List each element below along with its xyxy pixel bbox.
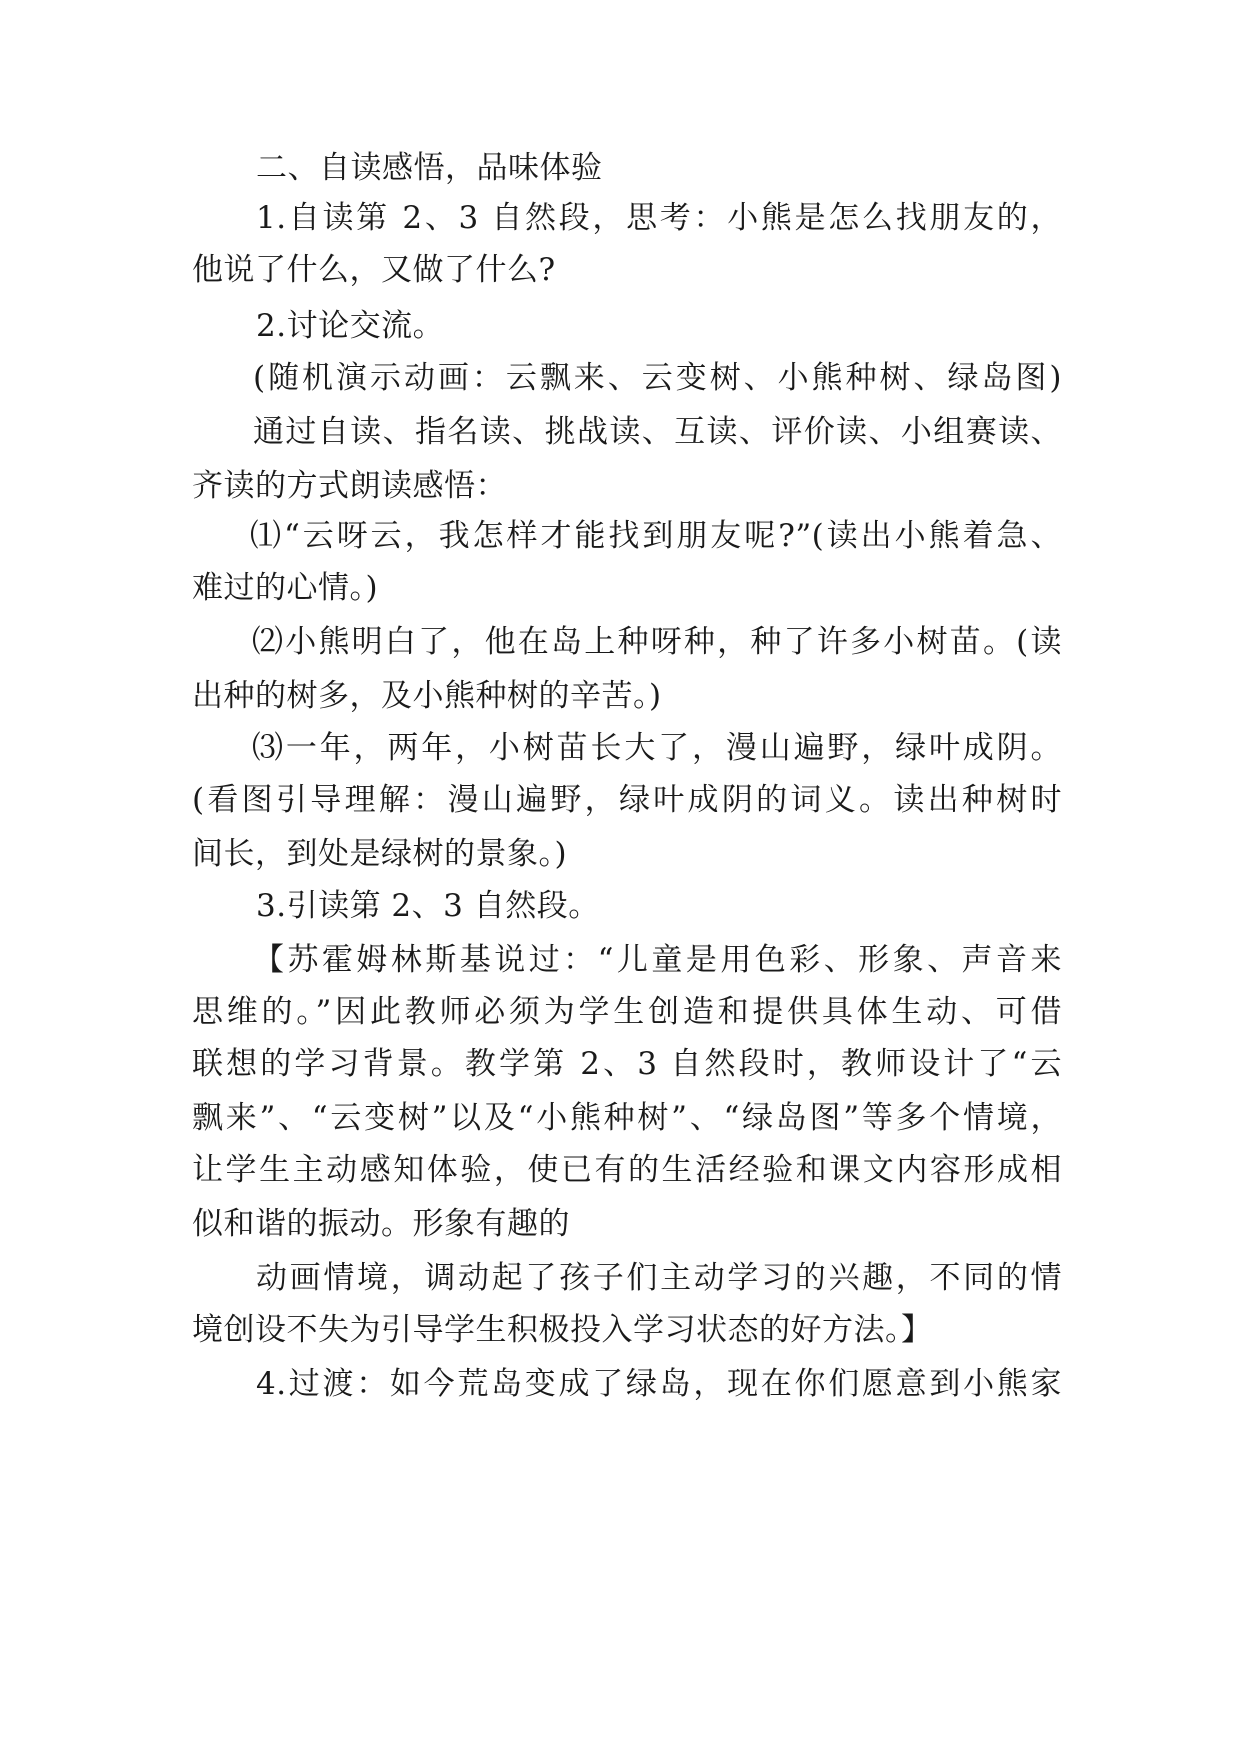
paragraph-line: ⑶一年，两年，小树苗长大了，漫山遍野，绿叶成阴。: [252, 730, 1062, 766]
paragraph-line: 飘来”、“云变树”以及“小熊种树”、“绿岛图”等多个情境，: [192, 1100, 1062, 1136]
paragraph-line: (看图引导理解：漫山遍野，绿叶成阴的词义。读出种树时: [192, 782, 1062, 818]
paragraph-line: 齐读的方式朗读感悟：: [192, 468, 507, 504]
paragraph-line: 难过的心情。): [192, 570, 379, 606]
paragraph-line: 1.自读第 2、3 自然段，思考：小熊是怎么找朋友的，: [256, 200, 1062, 236]
paragraph-line: 【苏霍姆林斯基说过：“儿童是用色彩、形象、声音来: [253, 942, 1062, 978]
paragraph-line: (随机演示动画：云飘来、云变树、小熊种树、绿岛图): [253, 360, 1062, 396]
paragraph-line: 通过自读、指名读、挑战读、互读、评价读、小组赛读、: [253, 414, 1062, 450]
paragraph-line: 思维的。”因此教师必须为学生创造和提供具体生动、可借: [192, 994, 1062, 1030]
paragraph-line: 动画情境，调动起了孩子们主动学习的兴趣，不同的情: [256, 1260, 1062, 1296]
paragraph-line: 联想的学习背景。教学第 2、3 自然段时，教师设计了“云: [192, 1046, 1062, 1082]
paragraph-line: 3.引读第 2、3 自然段。: [256, 888, 600, 924]
paragraph-line: 境创设不失为引导学生积极投入学习状态的好方法。】: [192, 1312, 933, 1348]
paragraph-line: ⑴“云呀云，我怎样才能找到朋友呢?”(读出小熊着急、: [250, 518, 1062, 554]
paragraph-line: 2.讨论交流。: [256, 308, 445, 344]
paragraph-line: 间长，到处是绿树的景象。): [192, 836, 568, 872]
paragraph-line: 出种的树多，及小熊种树的辛苦。): [192, 678, 662, 714]
paragraph-line: ⑵小熊明白了，他在岛上种呀种，种了许多小树苗。(读: [252, 624, 1062, 660]
paragraph-line: 4.过渡：如今荒岛变成了绿岛，现在你们愿意到小熊家: [256, 1366, 1062, 1402]
paragraph-line: 让学生主动感知体验，使已有的生活经验和课文内容形成相: [192, 1152, 1062, 1188]
section-heading: 二、自读感悟，品味体验: [256, 150, 603, 186]
paragraph-line: 似和谐的振动。形象有趣的: [192, 1206, 570, 1242]
paragraph-line: 他说了什么，又做了什么?: [192, 252, 556, 288]
